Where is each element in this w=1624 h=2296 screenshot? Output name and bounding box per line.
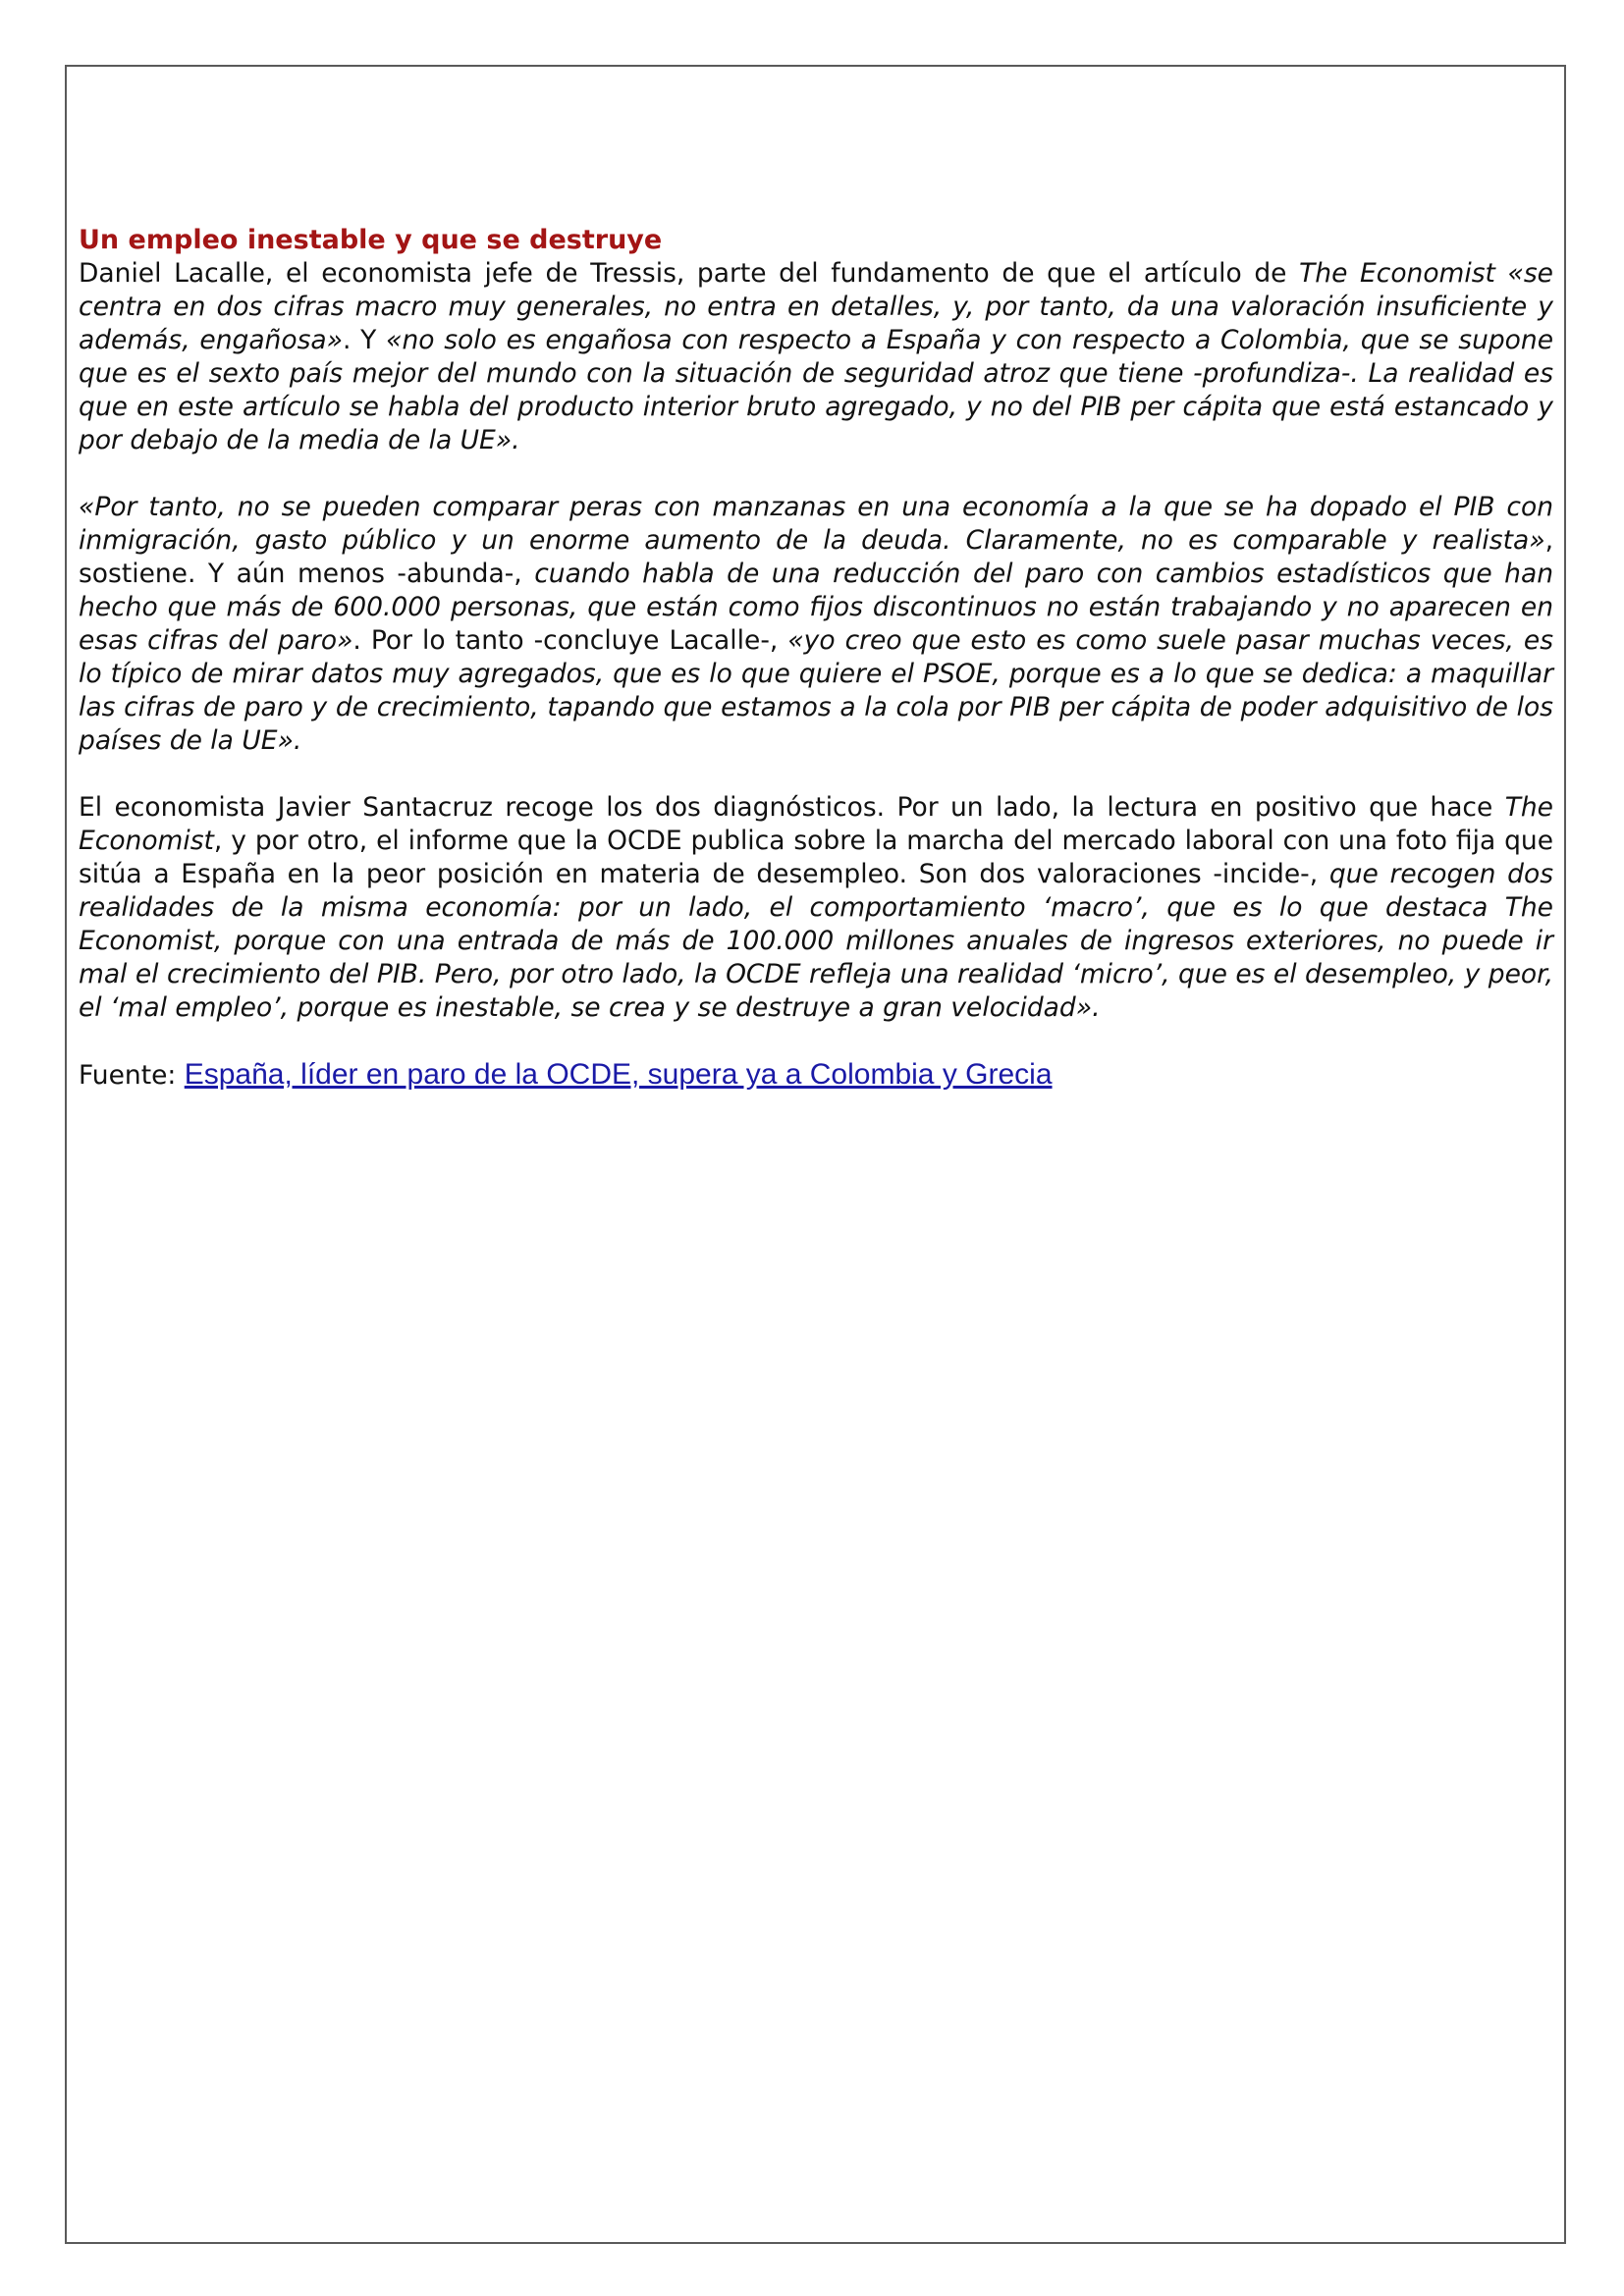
paragraph-text: , sostiene. Y aún menos -abunda-, (79, 525, 1553, 589)
quote-text: que recogen dos realidades de la misma economía: por un lado, el comportamiento ‘macro’, que es lo que destaca The Economist, porque con una entrada de más de 100.000 millones anuales de ingresos exteriores, no puede ir mal el crecimiento del PIB. Pero, por otro lado, la OCDE refleja una realidad ‘micro’, que es el desempleo, y peor, el ‘mal empleo’, porque es inestable, se crea y se destruye a gran velocidad». (79, 859, 1554, 1023)
source-line (79, 1058, 1553, 1093)
paragraph-text: El economista Javier Santacruz recoge los dos diagnósticos. Por un lado, la lectura en positivo que hace (79, 792, 1505, 823)
publication-name: The Economist (79, 792, 1553, 856)
paragraph-text: , y por otro, el informe que la OCDE publica sobre la marcha del mercado laboral con una foto fija que sitúa a España en la peor posición en materia de desempleo. Son dos valoraciones -incide-, (79, 826, 1553, 889)
quote-text: cuando habla de una reducción del paro con cambios estadísticos que han hecho que más de 600.000 personas, que están como fijos discontinuos no están trabajando y no aparecen en esas cifras del paro» (79, 559, 1553, 656)
quote-text: «Por tanto, no se pueden comparar peras con manzanas en una economía a la que se ha dopado el PIB con inmigración, gasto público y un enorme aumento de la deuda. Claramente, no es comparable y realista» (79, 492, 1553, 556)
source-link[interactable]: España, líder en paro de la OCDE, supera ya a Colombia y Grecia (184, 1058, 1053, 1091)
paragraph-text: . Y (342, 325, 387, 355)
source-label: Fuente: (79, 1060, 185, 1091)
article-heading: Un empleo inestable y que se destruye (79, 225, 663, 255)
paragraph-text: . Por lo tanto -concluye Lacalle-, (352, 625, 788, 656)
quote-text: «no solo es engañosa con respecto a España y con respecto a Colombia, que se supone que es el sexto país mejor del mundo con la situación de seguridad atroz que tiene -profundiza-. La realidad es que en este artículo se habla del producto interior bruto agregado, y no del PIB per cápita que está estancado y por debajo de la media de la UE». (79, 325, 1553, 455)
paragraph-santacruz (79, 791, 1553, 1025)
quote-text: The Economist «se centra en dos cifras macro muy generales, no entra en detalles, y, por tanto, da una valoración insuficiente y además, engañosa» (79, 258, 1553, 355)
article-body (79, 224, 1553, 1093)
quote-text: «yo creo que esto es como suele pasar muchas veces, es lo típico de mirar datos muy agregados, que es lo que quiere el PSOE, porque es a lo que se dedica: a maquillar las cifras de paro y de crecimiento, tapando que estamos a la cola por PIB per cápita de poder adquisitivo de los países de la UE». (79, 625, 1553, 756)
paragraph-lacalle-quote (79, 491, 1553, 758)
paragraph-lacalle-intro (79, 257, 1553, 457)
paragraph-text: Daniel Lacalle, el economista jefe de Tressis, parte del fundamento de que el artículo de (79, 258, 1300, 289)
